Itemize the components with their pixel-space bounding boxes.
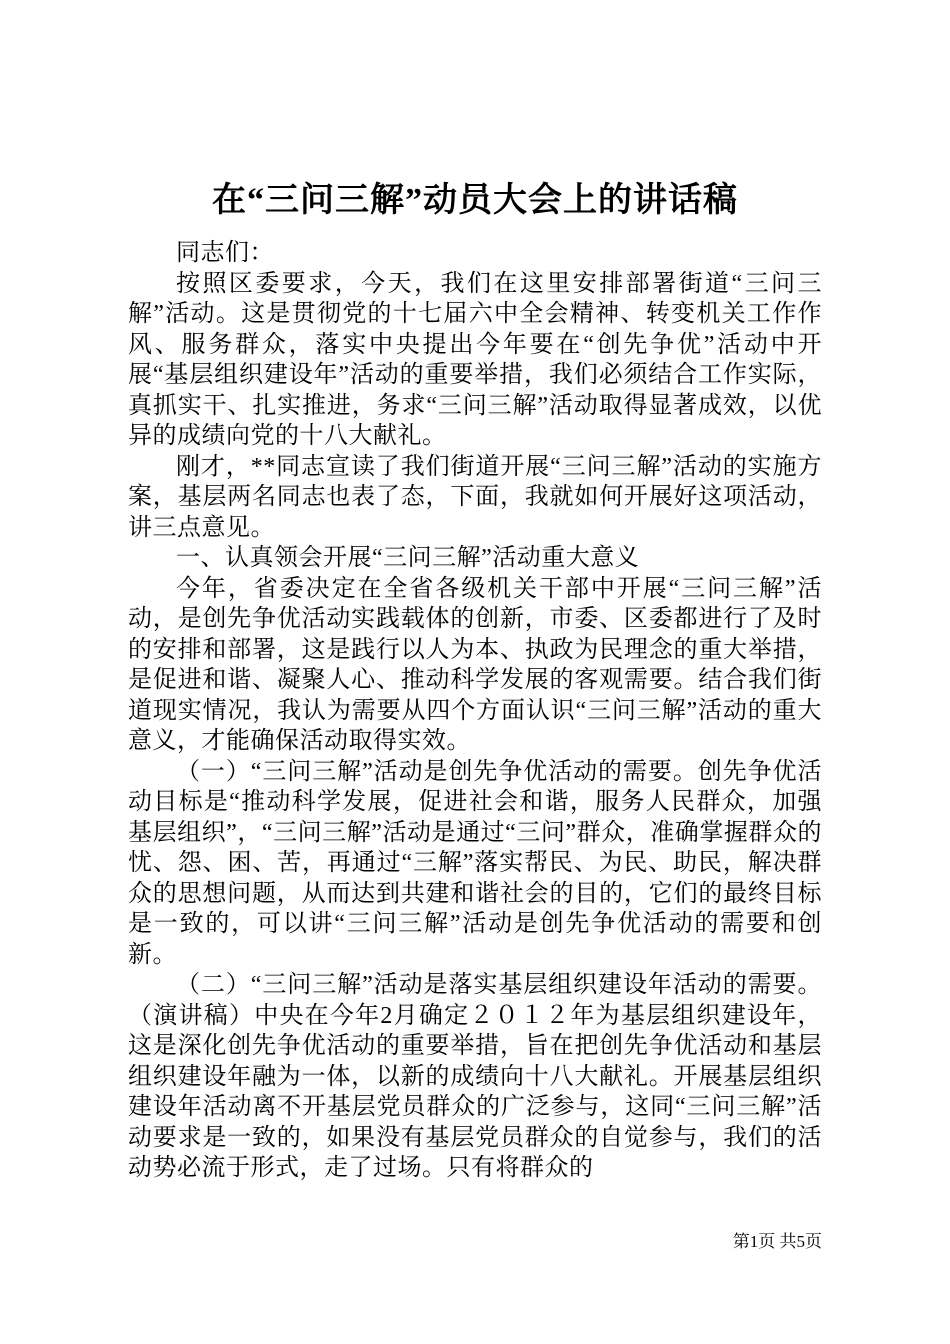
paragraph: （二）“三问三解”活动是落实基层组织建设年活动的需要。（演讲稿）中央在今年2月确定２０１２年为基层组织建设年，这是深化创先争优活动的重要举措，旨在把创先争优活动和基层组织建设年融为一体，以新的成绩向十八大献礼。开展基层组织建设年活动离不开基层党员群众的广泛参与，这同“三问三解”活动要求是一致的，如果没有基层党员群众的自觉参与，我们的活动势必流于形式，走了过场。只有将群众的 (128, 972, 822, 1181)
document-title: 在“三问三解”动员大会上的讲话稿 (212, 182, 738, 219)
paragraph: 今年，省委决定在全省各级机关干部中开展“三问三解”活动，是创先争优活动实践载体的创新，市委、区委都进行了及时的安排和部署，这是践行以人为本、执政为民理念的重大举措，是促进和谐、凝聚人心、推动科学发展的客观需要。结合我们街道现实情况，我认为需要从四个方面认识“三问三解”活动的重大意义，才能确保活动取得实效。 (128, 575, 822, 754)
paragraph: 刚才，**同志宣读了我们街道开展“三问三解”活动的实施方案，基层两名同志也表了态，下面，我就如何开展好这项活动，讲三点意见。 (128, 453, 822, 541)
paragraph: （一）“三问三解”活动是创先争优活动的需要。创先争优活动目标是“推动科学发展，促进社会和谐，服务人民群众，加强基层组织”，“三问三解”活动是通过“三问”群众，准确掌握群众的忧、怨、困、苦，再通过“三解”落实帮民、为民、助民，解决群众的思想问题，从而达到共建和谐社会的目的，它们的最终目标是一致的，可以讲“三问三解”活动是创先争优活动的需要和创新。 (128, 758, 822, 968)
paragraph: 按照区委要求，今天，我们在这里安排部署街道“三问三解”活动。这是贯彻党的十七届六中全会精神、转变机关工作作风、服务群众，落实中央提出今年要在“创先争优”活动中开展“基层组织建设年”活动的重要举措，我们必须结合工作实际，真抓实干、扎实推进，务求“三问三解”活动取得显著成效，以优异的成绩向党的十八大献礼。 (128, 270, 822, 449)
section-heading: 一、认真领会开展“三问三解”活动重大意义 (176, 545, 640, 571)
page-number-footer: 第1页 共5页 (732, 1232, 822, 1251)
paragraph-salutation: 同志们： (176, 240, 274, 266)
document-body (128, 178, 822, 1184)
